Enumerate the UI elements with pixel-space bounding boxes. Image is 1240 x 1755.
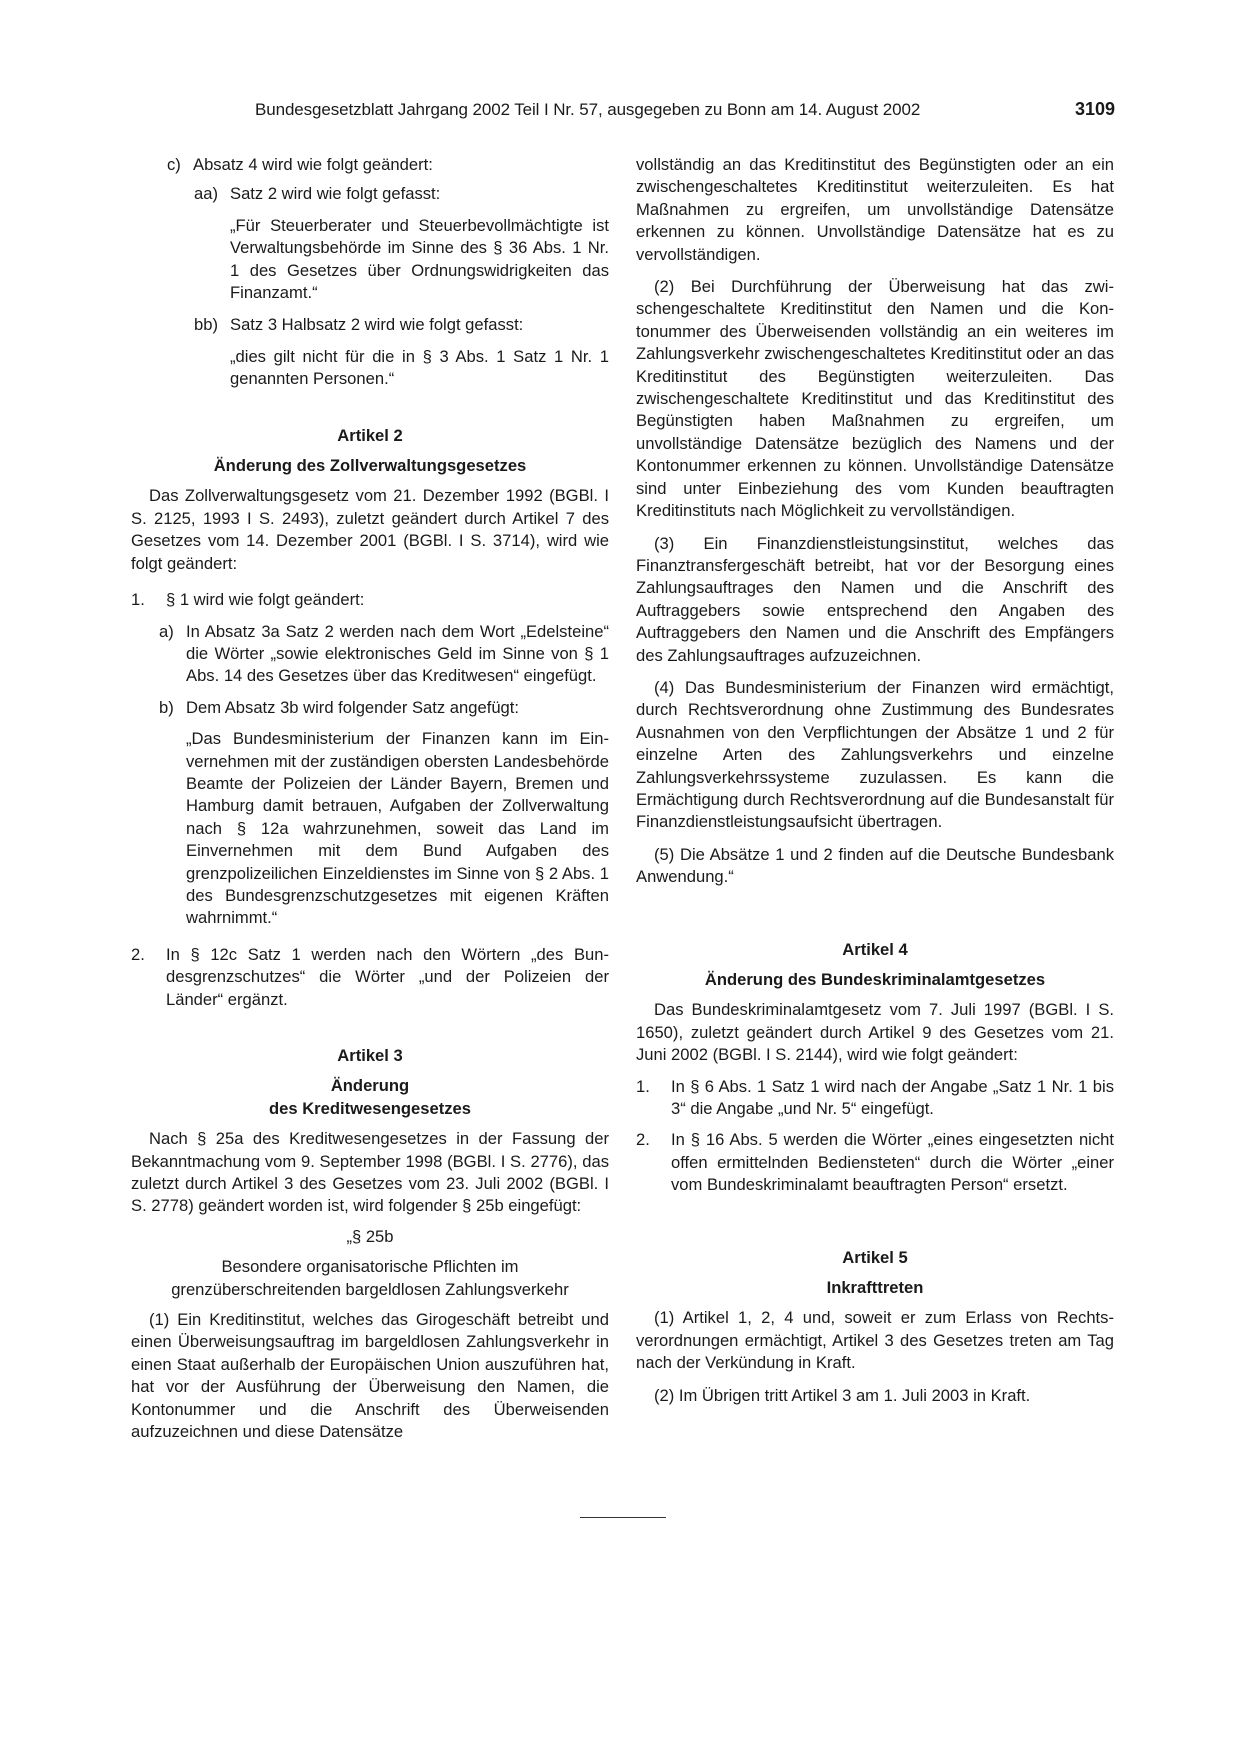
list-text: Absatz 4 wird wie folgt geändert:: [193, 155, 433, 174]
page-header: [130, 100, 1115, 126]
paragraph: (4) Das Bundesministerium der Finanzen wird ermächtigt, durch Rechtsverordnung ohne Zustimmung des Bundesrates Ausnahmen von den Verpflichtungen der Absätze 1 und 2 für einzelne Arten des Zahlungsverkehrs und einzelne Zahlungsverkehrssysteme zuzulassen. Es kann die Ermächtigung durch Rechtsverordnung auf die Bundesanstalt für Finanzdienstleistungsaufsicht übertragen.: [636, 677, 1114, 832]
list-item-c: [131, 154, 609, 176]
list-item-1: [636, 1076, 1114, 1121]
list-label: b): [159, 697, 174, 717]
list-item-aa: [131, 183, 609, 205]
list-label: 2.: [131, 944, 145, 964]
quoted-text: „dies gilt nicht für die in § 3 Abs. 1 Satz 1 Nr. 1 genannten Personen.“: [230, 346, 609, 389]
list-text: Satz 3 Halbsatz 2 wird wie folgt gefasst:: [230, 315, 524, 335]
article-title: Artikel 3: [337, 1046, 403, 1065]
list-item-1: [131, 589, 609, 611]
paragraph: (1) Ein Kreditinstitut, welches das Girogeschäft betreibt und einen Überweisungsauftrag im bargeldlosen Zahlungsverkehr in einen Staat außerhalb der Europäischen Union auszuführen hat, hat vor der Ausführung der Überweisung den Namen, die Kontonummer und die Anschrift des Überweisenden aufzuzeichnen und diese Datensätze: [131, 1310, 609, 1442]
paragraph: (2) Bei Durchführung der Überweisung hat das zwischengeschaltete Kreditinstitut den Namen und die Kontonummer des Überweisenden vollständig an ein weiteres im Zahlungsverkehr zwischengeschaltetes Kreditinstitut oder an das Kreditinstitut des Begünstigten weiterzuleiten. Das zwischengeschaltete Kreditinstitut und das Kreditinstitut des Begünstigten haben Maßnahmen zu ergreifen, um unvollständige Datensätze bezüglich des Namens und der Kontonummer erkennen zu können. Unvollständige Datensätze sind unter Einbeziehung des vom Kunden beauftragten Kreditinstituts nach Möglichkeit zu vervollständigen.: [636, 277, 1114, 521]
list-text: In § 12c Satz 1 werden nach den Wörtern „des Bundesgrenzschutzes“ die Wörter „und der Polizeien der Länder“ ergänzt.: [166, 944, 609, 1009]
section-number: „§ 25b: [346, 1226, 394, 1246]
list-item-a: [131, 621, 609, 688]
list-text: Dem Absatz 3b wird folgender Satz angefügt:: [186, 697, 519, 717]
article-heading: Änderung des Bundeskriminalamtgesetzes: [704, 970, 1046, 989]
list-label: aa): [194, 184, 218, 204]
list-label: 1.: [131, 590, 145, 610]
right-column: [636, 154, 1114, 1407]
list-item-2: [636, 1129, 1114, 1196]
paragraph: (3) Ein Finanzdienstleistungsinstitut, welches das Finanztransfergeschäft betreibt, hat vor der Besorgung eines Zahlungsauftrages den Namen und die Anschrift des Auftraggebers sowie entsprechend den Angaben des Auftraggebers den Namen und die Anschrift des Empfängers des Zahlungsauftrages aufzuzeichnen.: [636, 533, 1114, 665]
article-heading: Änderung: [330, 1076, 410, 1096]
left-column: [131, 154, 609, 1444]
article-heading: Änderung des Zollverwaltungsgesetzes: [213, 456, 527, 476]
paragraph: (5) Die Absätze 1 und 2 finden auf die Deutsche Bundesbank Anwendung.“: [636, 844, 1114, 887]
paragraph: Das Zollverwaltungsgesetz vom 21. Dezember 1992 (BGBl. I S. 2125, 1993 I S. 2493), zuletzt geändert durch Artikel 7 des Gesetzes vom 14. Dezember 2001 (BGBl. I S. 3714), wird wie folgt geändert:: [131, 486, 609, 573]
section-title: Besondere organisatorische Pflichten im: [221, 1257, 519, 1277]
article-heading: Inkrafttreten: [826, 1278, 924, 1298]
list-label: a): [159, 621, 174, 641]
list-label: 2.: [636, 1130, 650, 1150]
list-label: 1.: [636, 1076, 650, 1096]
list-label: c): [167, 155, 181, 174]
list-item-2: [131, 944, 609, 1011]
list-text: In § 16 Abs. 5 werden die Wörter „eines eingesetzten nicht offen ermittelnden Bediensteten“ durch die Wörter „einer vom Bundeskriminalamt beauftragten Person“ ersetzt.: [671, 1130, 1114, 1195]
page-number: 3109: [1074, 99, 1115, 119]
quoted-text: „Für Steuerberater und Steuerbevollmächtigte ist Verwaltungsbehörde im Sinne des § 36 Abs. 1 Nr. 1 des Gesetzes über Ordnungswidrigkeiten das Finanzamt.“: [230, 215, 609, 303]
list-text: In Absatz 3a Satz 2 werden nach dem Wort „Edelsteine“ die Wörter „sowie elektronisches Geld im Sinne von § 1 Abs. 14 des Gesetzes über das Kreditwesen“ eingefügt.: [186, 621, 609, 686]
article-heading: des Kreditwesengesetzes: [269, 1098, 471, 1118]
article-title: Artikel 5: [842, 1247, 908, 1267]
list-item-b: [131, 697, 609, 719]
list-text: Satz 2 wird wie folgt gefasst:: [230, 184, 441, 204]
list-text: In § 6 Abs. 1 Satz 1 wird nach der Angabe „Satz 1 Nr. 1 bis 3“ die Angabe „und Nr. 5“ eingefügt.: [671, 1076, 1114, 1119]
paragraph: (1) Artikel 1, 2, 4 und, soweit er zum Erlass von Rechtsverordnungen ermächtigt, Artikel 3 des Gesetzes treten am Tag nach der Verkündung in Kraft.: [636, 1308, 1114, 1373]
paragraph: Nach § 25a des Kreditwesengesetzes in der Fassung der Bekanntmachung vom 9. September 1998 (BGBl. I S. 2776), das zuletzt durch Artikel 3 des Gesetzes vom 23. Juli 2002 (BGBl. I S. 2778) geändert worden ist, wird folgender § 25b eingefügt:: [131, 1129, 609, 1216]
article-title: Artikel 4: [842, 939, 908, 959]
footer-divider: [580, 1517, 666, 1518]
list-label: bb): [194, 315, 218, 335]
article-title: Artikel 2: [337, 425, 403, 445]
list-item-bb: [131, 314, 609, 336]
list-text: § 1 wird wie folgt geändert:: [166, 590, 365, 610]
paragraph: vollständig an das Kreditinstitut des Begünstigten oder an ein zwischengeschaltetes Kreditinstitut weiterzuleiten. Es hat Maßnahmen zu ergreifen, um unvollständige Datensätze erkennen zu können. Unvollständige Datensätze hat es zu vervollständigen.: [636, 155, 1114, 264]
quoted-text: „Das Bundesministerium der Finanzen kann im Einvernehmen mit der zuständigen obersten Landesbehörde Beamte der Polizeien der Länder Bayern, Bremen und Hamburg damit betrauen, Aufgaben der Zollverwaltung nach § 12a wahrzunehmen, soweit das Land im Einvernehmen mit dem Bund Aufgaben des grenzpolizeilichen Einzeldienstes im Sinne von § 2 Abs. 1 des Bundesgrenzschutzgesetzes mit eigenen Kräften wahrnimmt.“: [186, 729, 609, 928]
paragraph: (2) Im Übrigen tritt Artikel 3 am 1. Juli 2003 in Kraft.: [654, 1385, 1031, 1405]
section-title: grenzüberschreitenden bargeldlosen Zahlungsverkehr: [171, 1279, 569, 1299]
paragraph: Das Bundeskriminalamtgesetz vom 7. Juli 1997 (BGBl. I S. 1650), zuletzt geändert durch Artikel 9 des Gesetzes vom 21. Juni 2002 (BGBl. I S. 2144), wird wie folgt geändert:: [636, 1000, 1114, 1065]
gazette-title: Bundesgesetzblatt Jahrgang 2002 Teil I Nr. 57, ausgegeben zu Bonn am 14. August 2002: [255, 100, 921, 119]
